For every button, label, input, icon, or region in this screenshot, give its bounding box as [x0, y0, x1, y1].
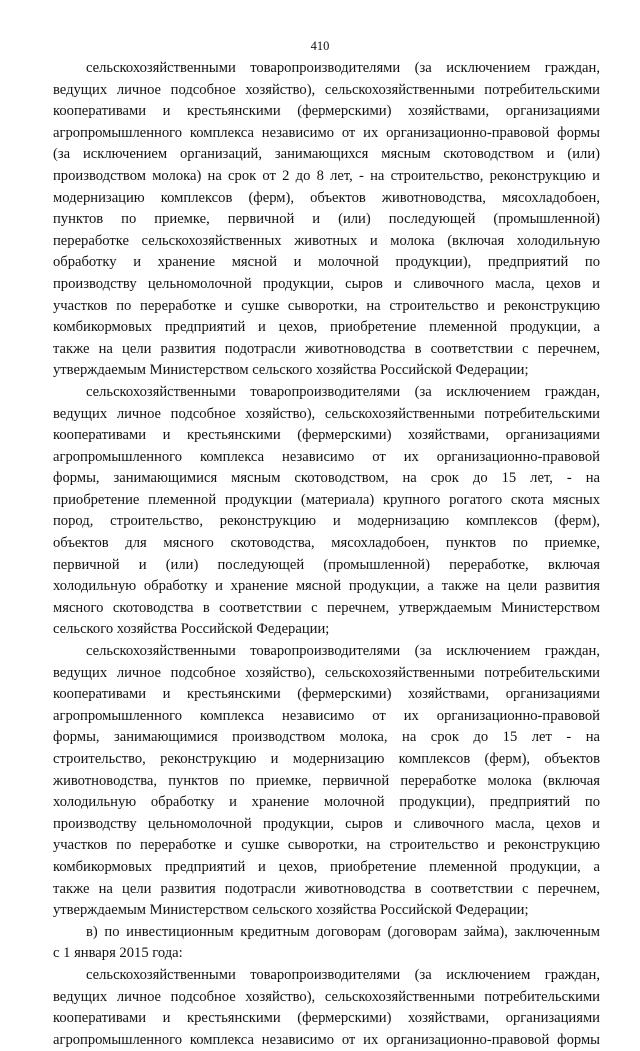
text-line: утверждаемым Министерством сельского хозяйства Российской Федерации;: [53, 902, 529, 919]
text-line: утверждаемым Министерством сельского хозяйства Российской Федерации;: [53, 362, 529, 379]
text-line: первичной и (или) последующей (промышленной) переработке, включая: [53, 556, 600, 573]
text-line: с 1 января 2015 года:: [53, 945, 183, 962]
text-line: агропромышленного комплекса независимо от их организационно-правовой формы: [53, 1031, 600, 1048]
text-line: кооперативами и крестьянскими (фермерскими) хозяйствами, организациями: [53, 686, 600, 703]
text-line: агропромышленного комплекса независимо от их организационно-правовой: [53, 707, 600, 724]
text-line: участков по переработке и сушке сыворотки, на строительство и реконструкцию: [53, 837, 600, 854]
text-line: сельскохозяйственными товаропроизводителями (за исключением граждан,: [86, 643, 600, 660]
paragraph: [53, 922, 600, 965]
text-line: холодильную обработку и хранение мясной продукции, а также на цели развития: [53, 578, 600, 595]
document-body: [53, 58, 600, 1051]
text-line: в) по инвестиционным кредитным договорам (договорам займа), заключенным: [86, 923, 600, 940]
text-line: ведущих личное подсобное хозяйство), сельскохозяйственными потребительскими: [53, 664, 600, 681]
text-line: сельскохозяйственными товаропроизводителями (за исключением граждан,: [86, 966, 600, 983]
text-line: мясного скотоводства в соответствии с перечнем, утверждаемым Министерством: [53, 599, 600, 616]
text-line: ведущих личное подсобное хозяйство), сельскохозяйственными потребительскими: [53, 81, 600, 98]
text-line: сельскохозяйственными товаропроизводителями (за исключением граждан,: [86, 383, 600, 400]
paragraph: [53, 58, 600, 382]
page-number: 410: [310, 39, 330, 53]
text-line: пунктов по приемке, первичной и (или) последующей (промышленной): [53, 211, 600, 228]
paragraph: [53, 641, 600, 922]
text-line: кооперативами и крестьянскими (фермерскими) хозяйствами, организациями: [53, 427, 600, 444]
paragraph: [53, 382, 600, 641]
text-line: объектов для мясного скотоводства, мясохладобоен, пунктов по приемке,: [53, 535, 600, 552]
text-line: комбикормовых предприятий и цехов, приобретение племенной продукции, а: [53, 319, 600, 336]
text-line: агропромышленного комплекса независимо от их организационно-правовой формы: [53, 124, 600, 141]
text-line: обработку и хранение мясной и молочной продукции), предприятий по: [53, 254, 600, 271]
text-line: производству цельномолочной продукции, сыров и сливочного масла, цехов и: [53, 815, 600, 832]
paragraph: [53, 965, 600, 1051]
text-line: формы, занимающимися мясным скотоводством, на срок до 15 лет, - на: [53, 470, 600, 487]
text-line: ведущих личное подсобное хозяйство), сельскохозяйственными потребительскими: [53, 405, 600, 422]
text-line: комбикормовых предприятий и цехов, приобретение племенной продукции, а: [53, 858, 600, 875]
text-line: (за исключением организаций, занимающихся мясным скотоводством и (или): [53, 146, 600, 163]
text-line: модернизацию комплексов (ферм), объектов животноводства, мясохладобоен,: [53, 189, 600, 206]
text-line: пород, строительство, реконструкцию и модернизацию комплексов (ферм),: [53, 513, 600, 530]
text-line: кооперативами и крестьянскими (фермерскими) хозяйствами, организациями: [53, 103, 600, 120]
text-line: животноводства, пунктов по приемке, первичной переработке молока (включая: [53, 772, 600, 789]
text-line: приобретение племенной продукции (материала) крупного рогатого скота мясных: [53, 491, 600, 508]
text-line: сельскохозяйственными товаропроизводителями (за исключением граждан,: [86, 60, 600, 76]
text-line: участков по переработке и сушке сыворотки, на строительство и реконструкцию: [53, 297, 600, 314]
text-line: переработке сельскохозяйственных животных и молока (включая холодильную: [53, 232, 600, 249]
text-line: холодильную обработку и хранение молочной продукции), предприятий по: [53, 794, 600, 811]
text-line: сельского хозяйства Российской Федерации;: [53, 621, 330, 638]
text-line: также на цели развития подотрасли животноводства в соответствии с перечнем,: [53, 880, 600, 897]
text-line: также на цели развития подотрасли животноводства в соответствии с перечнем,: [53, 340, 600, 357]
text-line: ведущих личное подсобное хозяйство), сельскохозяйственными потребительскими: [53, 988, 600, 1005]
text-line: агропромышленного комплекса независимо от их организационно-правовой: [53, 448, 600, 465]
text-line: кооперативами и крестьянскими (фермерскими) хозяйствами, организациями: [53, 1010, 600, 1027]
text-line: строительство, реконструкцию и модернизацию комплексов (ферм), объектов: [53, 751, 600, 767]
text-line: производству цельномолочной продукции, сыров и сливочного масла, цехов и: [53, 275, 600, 292]
text-line: формы, занимающимися производством молока, на срок до 15 лет - на: [53, 729, 600, 746]
text-line: производством молока) на срок от 2 до 8 лет, - на строительство, реконструкцию и: [53, 167, 600, 184]
